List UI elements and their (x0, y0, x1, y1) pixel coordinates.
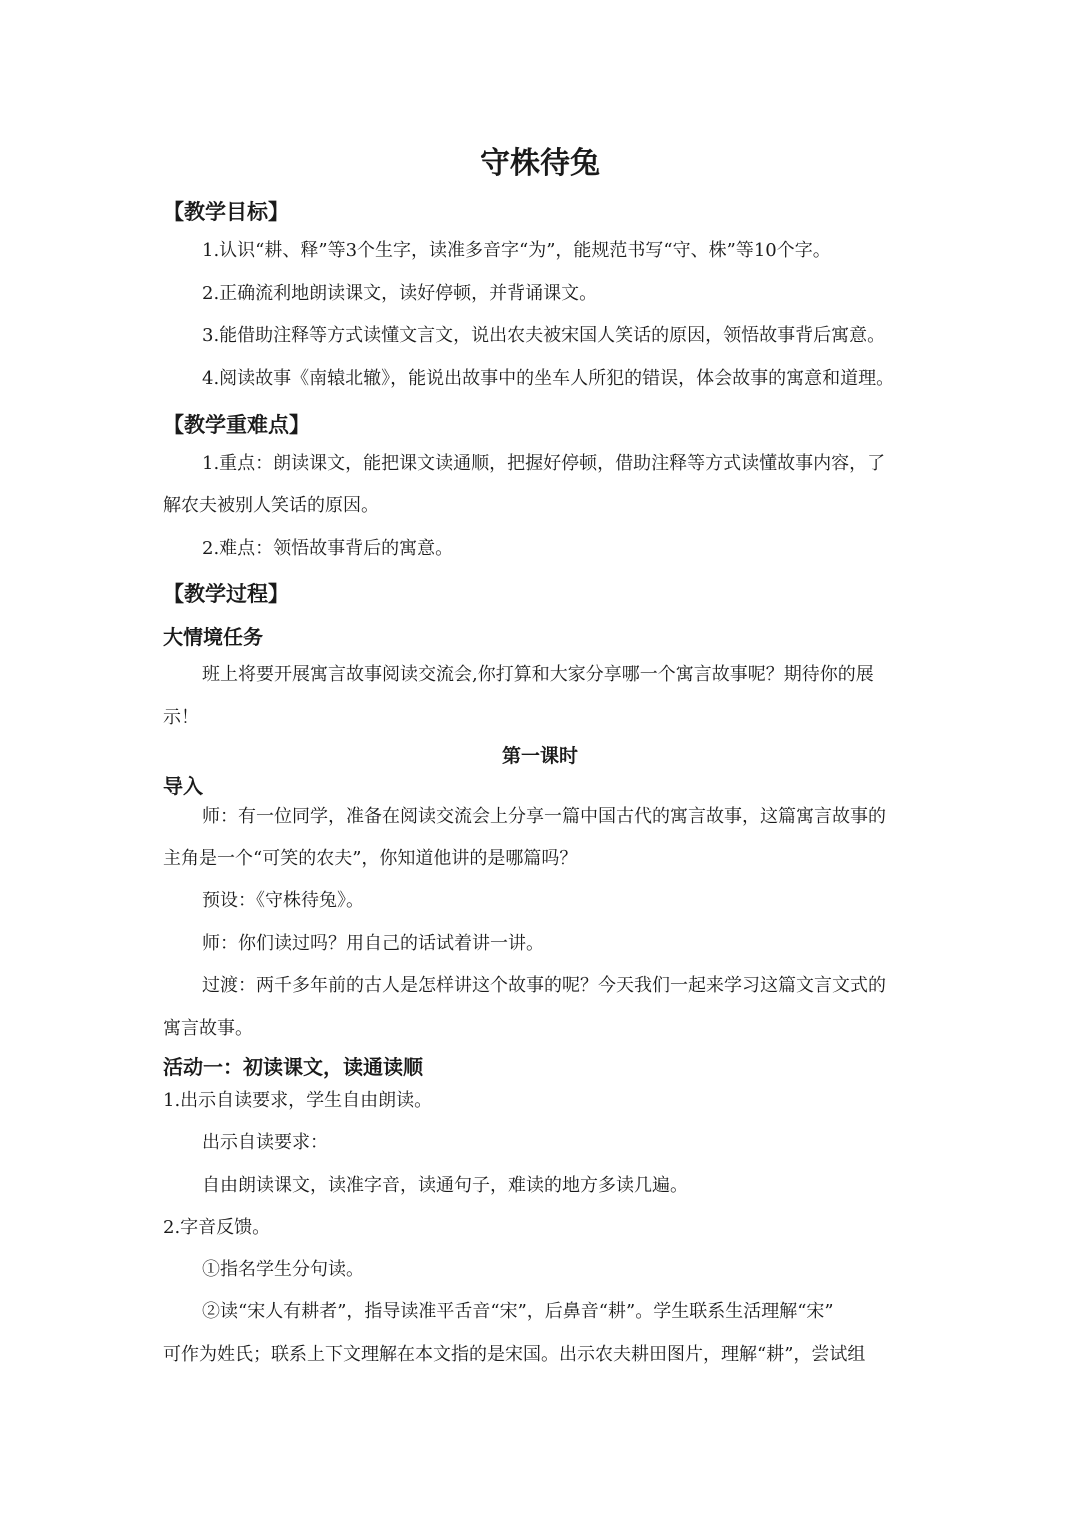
preset-text: 预设：《守株待兔》。 (202, 890, 364, 911)
task-text-continued: 示！ (163, 707, 199, 728)
requirement-label: 出示自读要求： (202, 1132, 328, 1153)
section-heading-key-points: 【教学重难点】 (163, 413, 310, 437)
teacher-text: 师：你们读过吗？用自己的话试着讲一讲。 (202, 933, 544, 954)
lesson-heading: 第一课时 (501, 745, 578, 767)
activity-step: 1.出示自读要求，学生自由朗读。 (163, 1090, 433, 1111)
section-heading-process: 【教学过程】 (163, 582, 289, 606)
section-heading-goals: 【教学目标】 (163, 200, 289, 224)
key-point-item-continued: 解农夫被别人笑话的原因。 (163, 495, 379, 516)
document-title: 守株待兔 (480, 146, 600, 181)
intro-heading: 导入 (163, 774, 203, 798)
key-point-item: 2.难点：领悟故事背后的寓意。 (202, 538, 454, 559)
activity-substep: ②读“宋人有耕者”，指导读准平舌音“宋”，后鼻音“耕”。学生联系生活理解“宋” (202, 1301, 834, 1322)
goal-item: 2.正确流利地朗读课文，读好停顿，并背诵课文。 (202, 283, 598, 304)
goal-item: 1.认识“耕、释”等3个生字，读准多音字“为”，能规范书写“守、株”等10个字。 (202, 240, 831, 261)
intro-text-continued: 主角是一个“可笑的农夫”，你知道他讲的是哪篇吗？ (163, 848, 578, 869)
intro-text: 师：有一位同学，准备在阅读交流会上分享一篇中国古代的寓言故事，这篇寓言故事的 (202, 806, 886, 827)
task-text: 班上将要开展寓言故事阅读交流会,你打算和大家分享哪一个寓言故事呢？期待你的展 (202, 664, 874, 685)
transition-text: 过渡：两千多年前的古人是怎样讲这个故事的呢？今天我们一起来学习这篇文言文式的 (202, 975, 886, 996)
goal-item: 4.阅读故事《南辕北辙》，能说出故事中的坐车人所犯的错误，体会故事的寓意和道理。 (202, 368, 895, 389)
activity-substep: ①指名学生分句读。 (202, 1259, 364, 1280)
requirement-text: 自由朗读课文，读准字音，读通句子，难读的地方多读几遍。 (202, 1175, 688, 1196)
activity-step: 2.字音反馈。 (163, 1217, 271, 1238)
goal-item: 3.能借助注释等方式读懂文言文，说出农夫被宋国人笑话的原因，领悟故事背后寓意。 (202, 325, 886, 346)
key-point-item: 1.重点：朗读课文，能把课文读通顺，把握好停顿，借助注释等方式读懂故事内容，了 (202, 453, 886, 474)
task-heading: 大情境任务 (163, 625, 263, 649)
activity-substep-continued: 可作为姓氏；联系上下文理解在本文指的是宋国。出示农夫耕田图片，理解“耕”，尝试组 (163, 1344, 866, 1365)
activity-heading: 活动一：初读课文，读通读顺 (163, 1055, 423, 1079)
transition-text-continued: 寓言故事。 (163, 1018, 253, 1039)
